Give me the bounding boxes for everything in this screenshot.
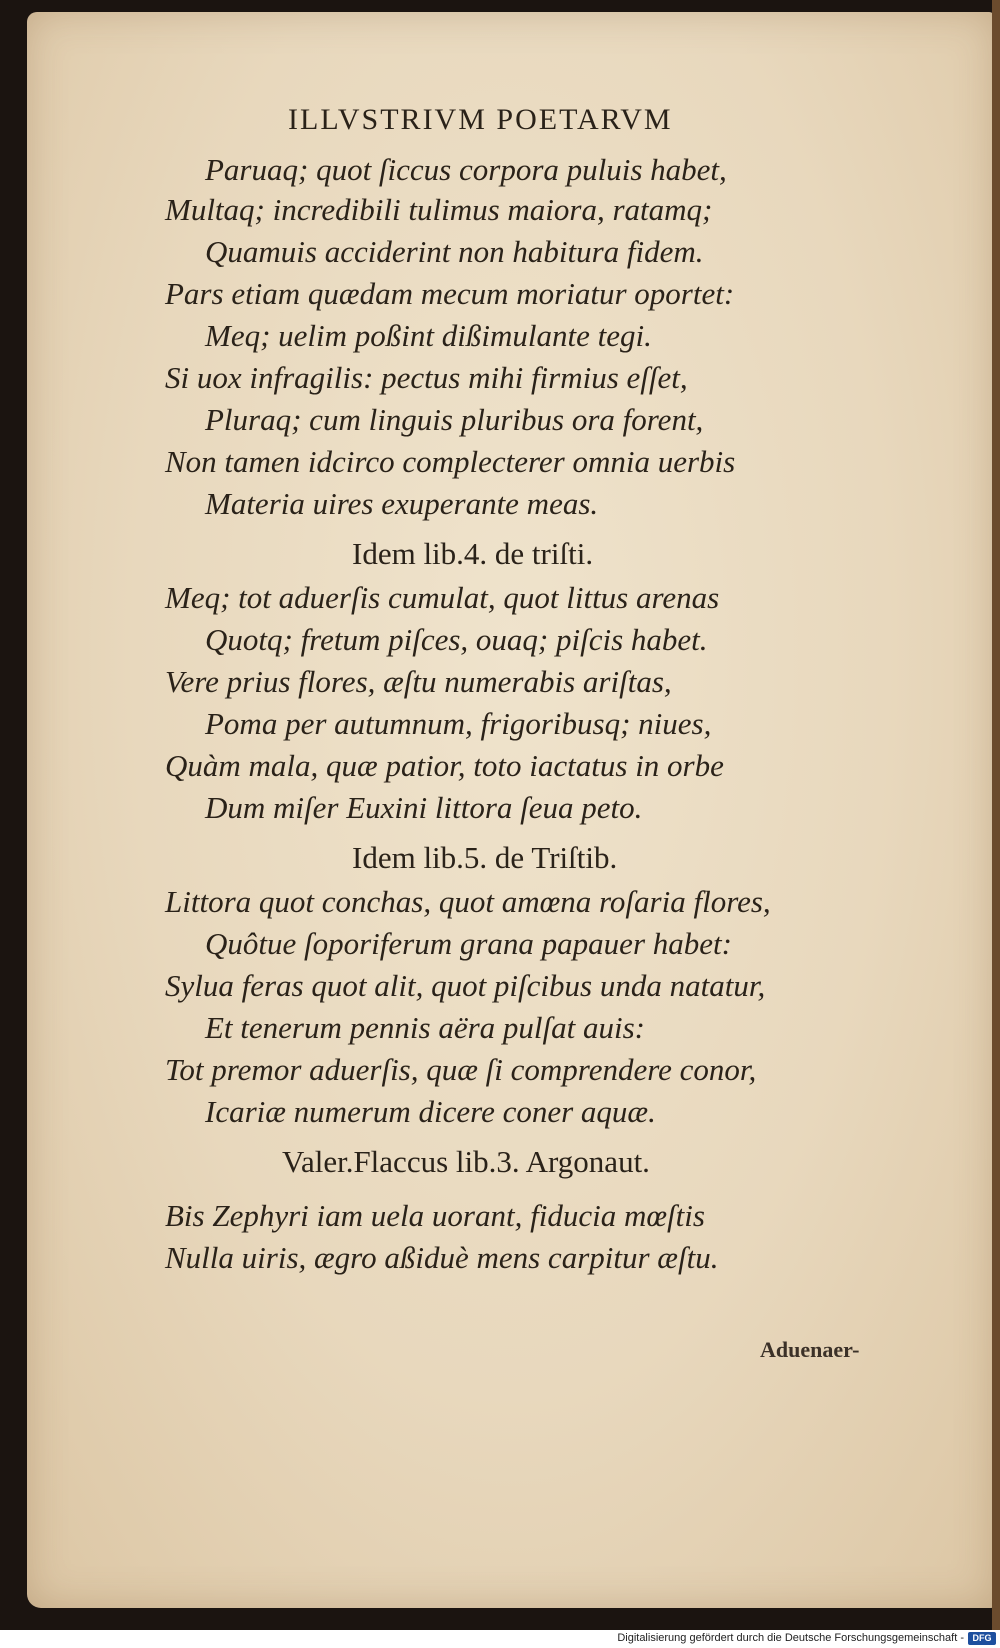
- verse-line: Paruaq; quot ſiccus corpora puluis habet,: [205, 152, 727, 187]
- dfg-logo[interactable]: DFG: [968, 1632, 996, 1645]
- verse-line: Dum miſer Euxini littora ſeua peto.: [205, 790, 643, 825]
- section-heading: Idem lib.4. de triſti.: [352, 536, 594, 571]
- verse-line: Nulla uiris, ægro aßiduè mens carpitur æſtu.: [165, 1240, 719, 1275]
- verse-line: Meq; uelim poßint dißimulante tegi.: [205, 318, 652, 353]
- verse-line: Pluraq; cum linguis pluribus ora forent,: [205, 402, 704, 437]
- section-heading: Idem lib.5. de Triſtib.: [352, 840, 618, 875]
- verse-line: Et tenerum pennis aëra pulſat auis:: [205, 1010, 645, 1045]
- verse-line: Littora quot conchas, quot amœna roſaria flores,: [165, 884, 771, 919]
- verse-line: Non tamen idcirco complecterer omnia uerbis: [165, 444, 736, 479]
- running-head: ILLVSTRIVM POETARVM: [288, 103, 673, 136]
- verse-line: Bis Zephyri iam uela uorant, fiducia mœſtis: [165, 1198, 705, 1233]
- digitization-credit: Digitalisierung gefördert durch die Deutsche Forschungsgemeinschaft -: [617, 1632, 964, 1644]
- verse-line: Multaq; incredibili tulimus maiora, ratamq;: [165, 192, 713, 227]
- verse-line: Poma per autumnum, frigoribusq; niues,: [205, 706, 712, 741]
- verse-line: Quôtue ſoporiferum grana papauer habet:: [205, 926, 732, 961]
- verse-line: Tot premor aduerſis, quæ ſi comprendere conor,: [165, 1052, 757, 1087]
- section-heading: Valer.Flaccus lib.3. Argonaut.: [282, 1144, 650, 1179]
- verse-line: Meq; tot aduerſis cumulat, quot littus arenas: [165, 580, 720, 615]
- verse-line: Vere prius flores, æſtu numerabis ariſtas,: [165, 664, 672, 699]
- verse-line: Icariæ numerum dicere coner aquæ.: [205, 1094, 656, 1129]
- catchword: Aduenaer-: [760, 1337, 860, 1362]
- verse-line: Quamuis acciderint non habitura fidem.: [205, 234, 704, 269]
- verse-line: Materia uires exuperante meas.: [205, 486, 599, 521]
- verse-line: Quàm mala, quæ patior, toto iactatus in orbe: [165, 748, 724, 783]
- verse-line: Quotq; fretum piſces, ouaq; piſcis habet.: [205, 622, 708, 657]
- verse-line: Pars etiam quædam mecum moriatur oportet:: [165, 276, 735, 311]
- verse-line: Sylua feras quot alit, quot piſcibus unda natatur,: [165, 968, 766, 1003]
- verse-line: Si uox infragilis: pectus mihi firmius eſſet,: [165, 360, 688, 395]
